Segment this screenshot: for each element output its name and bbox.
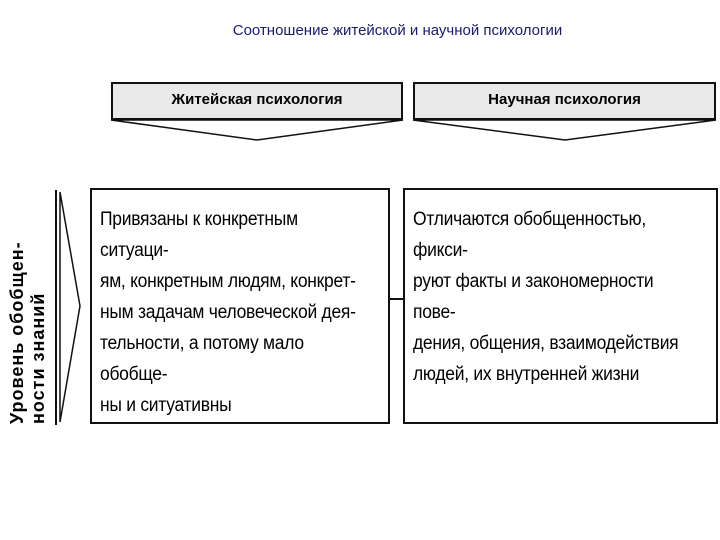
text-line: Привязаны к конкретным ситуаци-: [100, 209, 298, 261]
header-scientific-label: Научная психология: [488, 91, 641, 108]
box-connector-line: [390, 298, 403, 300]
text-line: тельности, а потому мало обобще-: [100, 333, 304, 385]
header-everyday-label: Житейская психология: [171, 91, 343, 108]
down-arrow-left: [111, 120, 403, 140]
scientific-psychology-box: [403, 188, 718, 424]
text-line: ным задачам человеческой дея-: [100, 302, 356, 323]
text-line: людей, их внутренней жизни: [413, 364, 640, 385]
knowledge-generalization-label: [7, 184, 53, 424]
text-line: ям, конкретным людям, конкрет-: [100, 271, 356, 292]
everyday-psychology-text: [100, 204, 359, 421]
side-arrow-right: [60, 192, 80, 422]
text-line: ны и ситуативны: [100, 395, 232, 416]
down-arrow-right: [413, 120, 716, 140]
text-line: дения, общения, взаимодействия: [413, 333, 679, 354]
side-label-line-2: ности знаний: [28, 292, 48, 424]
text-line: Отличаются обобщенностью, фикси-: [413, 209, 646, 261]
everyday-psychology-box: [90, 188, 390, 424]
side-label-line-1: Уровень обобщен-: [7, 241, 27, 424]
slide-title: Соотношение житейской и научной психологии: [232, 22, 563, 39]
side-bar-line: [55, 190, 57, 425]
text-line: руют факты и закономерности пове-: [413, 271, 654, 323]
scientific-psychology-text: [413, 204, 686, 390]
